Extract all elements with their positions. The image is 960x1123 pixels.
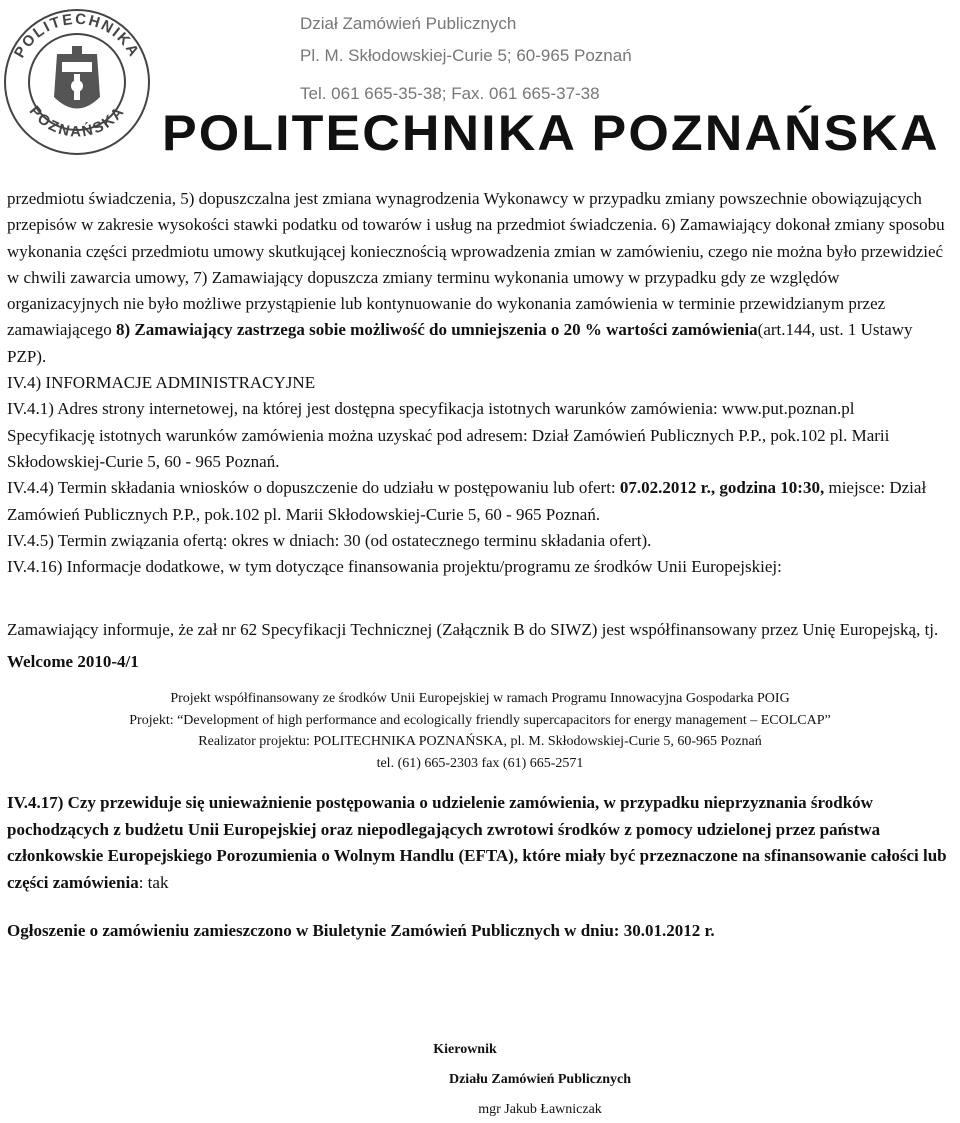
project-line-4: tel. (61) 665-2303 fax (61) 665-2571 <box>376 755 584 771</box>
project-line-1: Projekt współfinansowany ze środków Unii Europejskiej w ramach Programu Innowacyjna Gospodarka POIG <box>170 691 790 707</box>
university-seal-icon <box>2 2 152 164</box>
project-line-2: Projekt: “Development of high performance and ecologically friendly supercapacitors for energy management – ECOLCAP” <box>129 712 831 728</box>
reduction-clause: 8) Zamawiający zastrzega sobie możliwość do umniejszenia o 20 % wartości zamówienia <box>116 320 758 340</box>
answer: : tak <box>138 872 169 892</box>
section-iv45: IV.4.5) Termin związania ofertą: okres w dniach: 30 (od ostatecznego terminu składania ofert). <box>7 530 652 550</box>
document-body <box>7 186 953 945</box>
cofinancing-statement: Zamawiający informuje, że zał nr 62 Specyfikacji Technicznej (Załącznik B do SIWZ) jest współfinansowany przez Unię Europejską, tj. Welcome 2010-4/1 <box>7 620 939 672</box>
publication-notice: Ogłoszenie o zamówieniu zamieszczono w Biuletynie Zamówień Publicznych w dniu: 30.01.2012 r. <box>7 921 715 941</box>
seal-bottom-text: POZNAŃSKA <box>25 102 129 141</box>
signature-department: Działu Zamówień Publicznych <box>448 1072 631 1087</box>
specification-address: Specyfikację istotnych warunków zamówienia można uzyskać pod adresem: Dział Zamówień Publicznych P.P., pok.102 pl. Marii Skłodowskiej-Curie 5, 60 - 965 Poznań. <box>7 425 890 471</box>
deadline-date: 07.02.2012 r., godzina 10:30, <box>619 478 825 498</box>
department-address: Pl. M. Skłodowskiej-Curie 5; 60-965 Poznań <box>300 46 632 65</box>
project-info <box>7 688 953 774</box>
section-iv417: IV.4.17) Czy przewiduje się unieważnienie postępowania o udzielenie zamówienia, w przypadku nieprzyznania środków pochodzących z budżetu Unii Europejskiej oraz niepodlegających zwrotowi środków z pomocy udzielonej przez państwa członkowskie Europejskiego Porozumienia o Wolnym Handlu (EFTA), które miały być przeznaczone na sfinansowanie całości lub części zamówienia: tak <box>7 793 947 892</box>
project-line-3: Realizator projektu: POLITECHNIKA POZNAŃSKA, pl. M. Skłodowskiej-Curie 5, 60-965 Poznań <box>198 734 762 750</box>
contract-changes-paragraph: przedmiotu świadczenia, 5) dopuszczalna jest zmiana wynagrodzenia Wykonawcy w przypadku zmiany powszechnie obowiązujących przepisów w zakresie wysokości stawki podatku od towarów i usług na przedmiot świadczenia. 6) Zamawiający dokonał zmiany sposobu wykonania części przedmiotu umowy skutkującej koniecznością wprowadzenia zmian w zamówieniu, czego nie można było przewidzieć w chwili zawarcia umowy, 7) Zamawiający dopuszcza zmiany terminu wykonania umowy w przypadku gdy ze względów organizacyjnych nie było możliwe przystąpienie lub kontynuowanie do wykonania zamówienia w terminie przewidzianym przez zamawiającego 8) Zamawiający zastrzega sobie możliwość do umniejszenia o 20 % wartości zamówienia(art.144, ust. 1 Ustawy PZP). <box>7 189 945 366</box>
section-iv416: IV.4.16) Informacje dodatkowe, w tym dotyczące finansowania projektu/programu ze środków Unii Europejskiej: <box>7 557 782 577</box>
section-iv44: IV.4.4) Termin składania wniosków o dopuszczenie do udziału w postępowaniu lub ofert: 07.02.2012 r., godzina 10:30, miejsce: Dział Zamówień Publicznych P.P., pok.102 pl. Marii Skłodowskiej-Curie 5, 60 - 965 Poznań. <box>7 478 927 524</box>
signature-name: mgr Jakub Ławniczak <box>478 1102 602 1117</box>
program-code: Welcome 2010-4/1 <box>7 652 139 672</box>
university-wordmark: POLITECHNIKA POZNAŃSKA <box>162 105 940 161</box>
seal-top-text: POLITECHNIKA <box>10 10 144 61</box>
department-name: Dział Zamówień Publicznych <box>300 14 517 33</box>
signature-title: Kierownik <box>433 1042 497 1057</box>
letterhead <box>0 0 960 170</box>
section-iv41: IV.4.1) Adres strony internetowej, na której jest dostępna specyfikacja istotnych warunków zamówienia: www.put.poznan.pl <box>7 399 855 419</box>
department-phone: Tel. 061 665-35-38; Fax. 061 665-37-38 <box>300 84 600 103</box>
section-iv4-heading: IV.4) INFORMACJE ADMINISTRACYJNE <box>7 373 316 393</box>
